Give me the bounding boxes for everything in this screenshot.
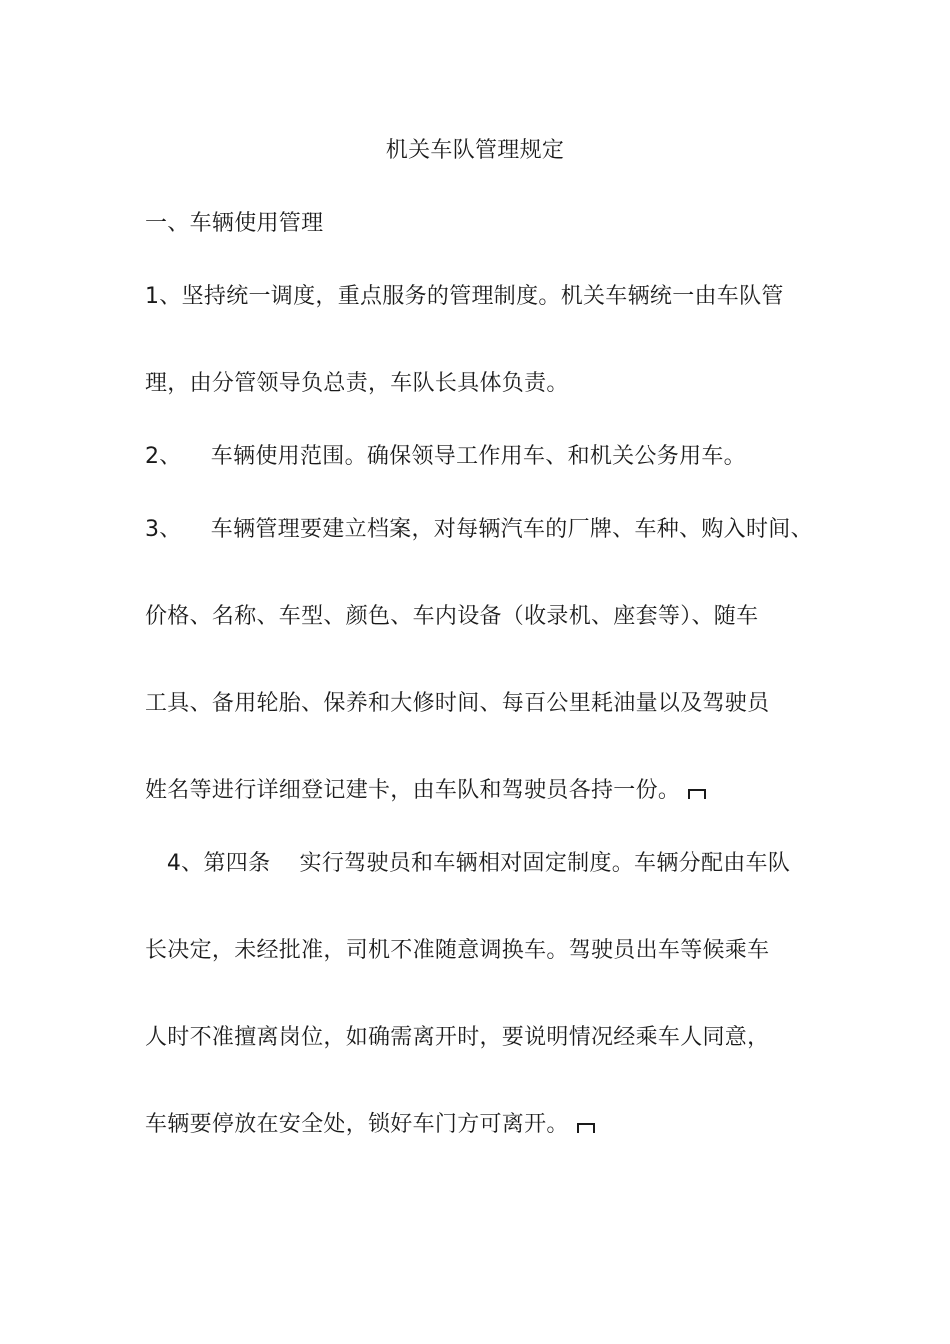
paragraph-line: 人时不准擅离岗位，如确需离开时，要说明情况经乘车人同意， — [145, 1025, 770, 1050]
paragraph-line: 3、 车辆管理要建立档案，对每辆汽车的厂牌、车种、购入时间、 — [145, 517, 813, 542]
paragraph-line: 长决定，未经批准，司机不准随意调换车。驾驶员出车等候乘车 — [145, 938, 770, 963]
paragraph-line: 工具、备用轮胎、保养和大修时间、每百公里耗油量以及驾驶员 — [145, 691, 770, 716]
paragraph-line: 4、第四条 实行驾驶员和车辆相对固定制度。车辆分配由车队 — [145, 851, 791, 876]
paragraph-text: 车辆要停放在安全处，锁好车门方可离开。 — [145, 1112, 569, 1137]
paragraph-text: 姓名等进行详细登记建卡，由车队和驾驶员各持一份。 — [145, 778, 681, 803]
document-title: 机关车队管理规定 — [385, 138, 565, 163]
paragraph-line: 2、 车辆使用范围。确保领导工作用车、和机关公务用车。 — [145, 444, 746, 469]
paragraph-mark-icon — [577, 1123, 595, 1133]
paragraph-line: 1、坚持统一调度，重点服务的管理制度。机关车辆统一由车队管 — [145, 284, 784, 309]
paragraph-end-line — [145, 776, 706, 806]
paragraph-line: 理，由分管领导负总责，车队长具体负责。 — [145, 371, 569, 396]
paragraph-line: 价格、名称、车型、颜色、车内设备（收录机、座套等）、随车 — [145, 604, 759, 629]
paragraph-end-line — [145, 1110, 595, 1140]
paragraph-mark-icon — [688, 789, 706, 799]
section-heading: 一、车辆使用管理 — [145, 211, 324, 236]
